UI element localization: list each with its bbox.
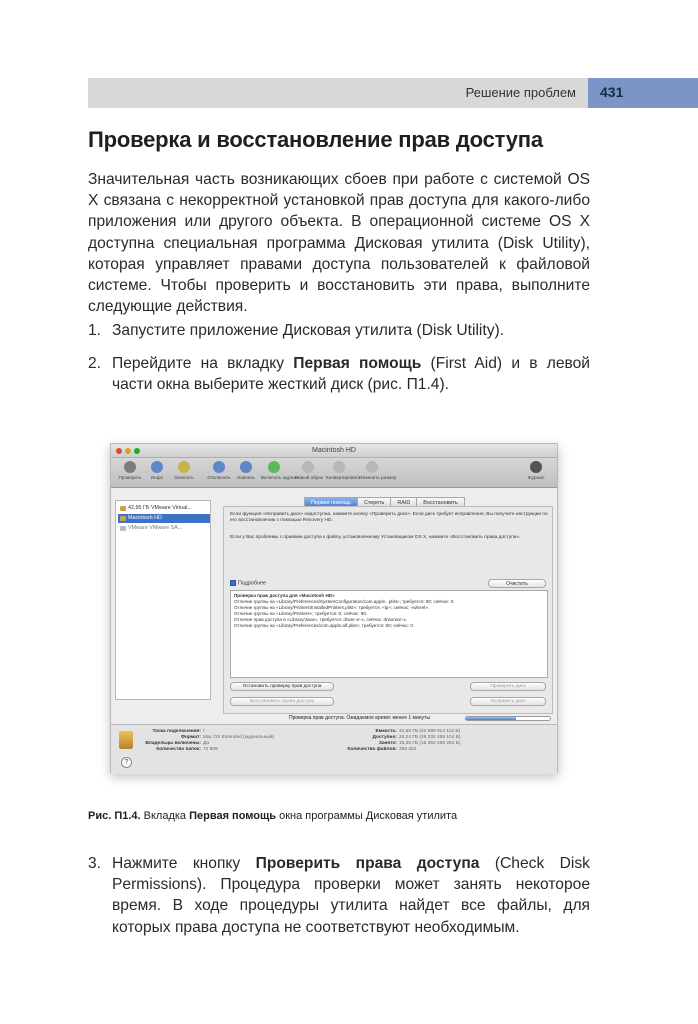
section-title: Проверка и восстановление прав доступа [88,127,543,152]
sidebar-item-macintosh-hd[interactable]: Macintosh HD [118,514,210,523]
bold-term: Проверить права доступа [255,855,480,872]
info-row: Доступно: 26,24 ГБ (26 232 455 104 Б) [372,735,461,740]
log-output [230,590,548,678]
info-row: Владельцы включены: Да [145,741,209,746]
disk-utility-screenshot [110,443,558,773]
page-number: 431 [600,84,624,100]
toolbar-button-label: Журнал [527,475,545,480]
tab-restore[interactable]: Восстановить [416,497,465,507]
list-text: Запустите приложение Дисковая утилита (Disk Utility). [112,322,505,339]
info-row: Занято: 16,35 ГБ (16 352 458 264 Б) [378,741,461,746]
list-item [88,853,590,938]
help-icon[interactable]: ? [121,757,132,768]
list-item [88,353,590,395]
first-aid-panel [223,506,553,714]
window-title: Macintosh HD [312,447,356,454]
toolbar [111,458,557,488]
journal-icon [268,461,280,473]
resize-icon [366,461,378,473]
caption-label: Рис. П1.4. [88,810,141,822]
sidebar-item-disk[interactable]: 42,95 ГБ VMware Virtual... [118,504,210,513]
info-icon [151,461,163,473]
log-line: Отличие прав доступа в «Library/Java», требуется: drwxr-xr-x, сейчас: drwxrwxr-x. [234,617,408,622]
toolbar-button-label: Новый образ [295,475,323,480]
toolbar-button-label: Инфо [150,475,164,480]
info-row: Точка подключения: / [152,729,205,734]
repair-disk-button[interactable]: Исправить диск [470,697,546,706]
info-row: Количество файлов: 298 322 [347,747,417,752]
microscope-icon [124,461,136,473]
toolbar-button-label: Изменить размер [359,475,397,480]
progress-bar [465,716,551,721]
running-header-title: Решение проблем [465,85,576,100]
log-line: Отличие группы на «Library/Printers»; требуется: 0; сейчас: 80. [234,611,368,616]
log-icon [530,461,542,473]
list-number: 3. [88,855,102,872]
burn-icon [178,461,190,473]
stop-verify-permissions-button[interactable]: Остановить проверку прав доступа [230,682,334,691]
figure-caption: Рис. П1.4. Вкладка Первая помощь окна программы Дисковая утилита [88,810,458,822]
toolbar-button-label: Извлечь [237,475,255,480]
info-text: Если у Вас проблемы с правами доступа к файлу, установленному Установщиком OS X, нажмите «Восстановить права доступа». [230,535,521,540]
unmount-icon [213,461,225,473]
log-line: Отличие группы на «Library/Printers/InstalledPrinters.plist»; требуется: «lp»; сейчас: «wheel». [234,605,430,610]
log-line: Проверка прав доступа для «Macintosh HD» [234,593,335,598]
list-number: 2. [88,355,102,372]
toolbar-button[interactable] [206,461,232,480]
toolbar-button[interactable] [233,461,259,480]
toolbar-button-label: Записать [174,475,194,480]
page-number-box [588,78,698,108]
log-line: Отличие группы на «Library/Preferences/SystemConfiguration/com.apple...plist»; требуется: 80; сейчас: 0. [234,599,455,604]
progress-fill [466,717,516,720]
tab-first-aid[interactable]: Первая помощь [304,497,358,507]
optical-drive-icon [120,526,126,531]
repair-permissions-button[interactable]: Восстановить права доступа [230,697,334,706]
list-number: 1. [88,322,102,339]
toolbar-button-label: Включить журнал [261,475,299,480]
caption-bold: Первая помощь [189,810,277,822]
info-row: Формат: Mac OS Extended (журнальный) [181,735,275,740]
toolbar-button[interactable] [117,461,143,480]
toolbar-button-label: Проверить [118,475,142,480]
tab-erase[interactable]: Стереть [357,497,391,507]
details-checkbox-row[interactable]: Подробнее [230,580,266,586]
toolbar-button[interactable] [261,461,299,480]
convert-icon [333,461,345,473]
list-item [88,320,590,341]
toolbar-button[interactable] [523,461,549,480]
toolbar-button-label: Отключить [207,475,231,480]
intro-paragraph: Значительная часть возникающих сбоев при работе с системой OS X связана с некорректной установкой прав доступа для какого-либо приложения или другого объекта. В операционной системе OS X доступна специальная программа Дисковая утилита (Disk Utility), которая управляет правами доступа пользователей к файловой системе. Чтобы проверить и восстановить эти права, выполните следующие действия. [88,171,590,316]
list-text: Нажмите кнопку Проверить права доступа (Check Disk Permissions). Процедура проверки может занять некоторое время. В ходе процедуры утилита найдет все файлы, для которых права доступа не соответствуют необходимым. [112,855,590,936]
toolbar-button[interactable] [359,461,397,480]
new-image-icon [302,461,314,473]
info-row: Емкость: 42,59 ГБ (42 589 914 112 Б) [375,729,461,734]
info-text: Если функция «Исправить диск» недоступна, нажмите кнопку «Проверить диск». Если диск требует исправления, Вы получите инструкции по его восстановлению с помощью Recovery HD. [230,512,548,523]
clear-history-button[interactable]: Очистить [488,579,546,588]
verify-disk-button[interactable]: Проверить диск [470,682,546,691]
list-text: Перейдите на вкладку Первая помощь (First Aid) и в левой части окна выберите жесткий диск (рис. П1.4). [112,355,590,394]
volume-info [111,724,557,774]
details-checkbox[interactable] [230,580,236,586]
disk-sidebar [115,500,211,700]
progress-status: Проверка прав доступа. Ожидаемое время: менее 1 минуты [289,715,430,721]
toolbar-button[interactable] [144,461,170,480]
window-titlebar [111,444,557,458]
toolbar-button[interactable] [326,461,361,480]
toolbar-button[interactable] [295,461,321,480]
toolbar-button-label: Конвертировать [326,475,361,480]
tab-raid[interactable]: RAID [390,497,417,507]
sidebar-item-vmware[interactable]: VMware VMware SA... [118,524,210,533]
eject-icon [240,461,252,473]
running-header [88,78,588,108]
drive-icon [120,506,126,511]
log-line: Отличие группы на «Library/Preferences/com.apple.alf.plist»; требуется: 80; сейчас: 0. [234,623,415,628]
toolbar-button[interactable] [171,461,197,480]
info-row: Количество папок: 72 809 [156,747,218,752]
volume-icon [120,516,126,521]
drive-icon [119,731,133,749]
bold-term: Первая помощь [293,355,422,372]
